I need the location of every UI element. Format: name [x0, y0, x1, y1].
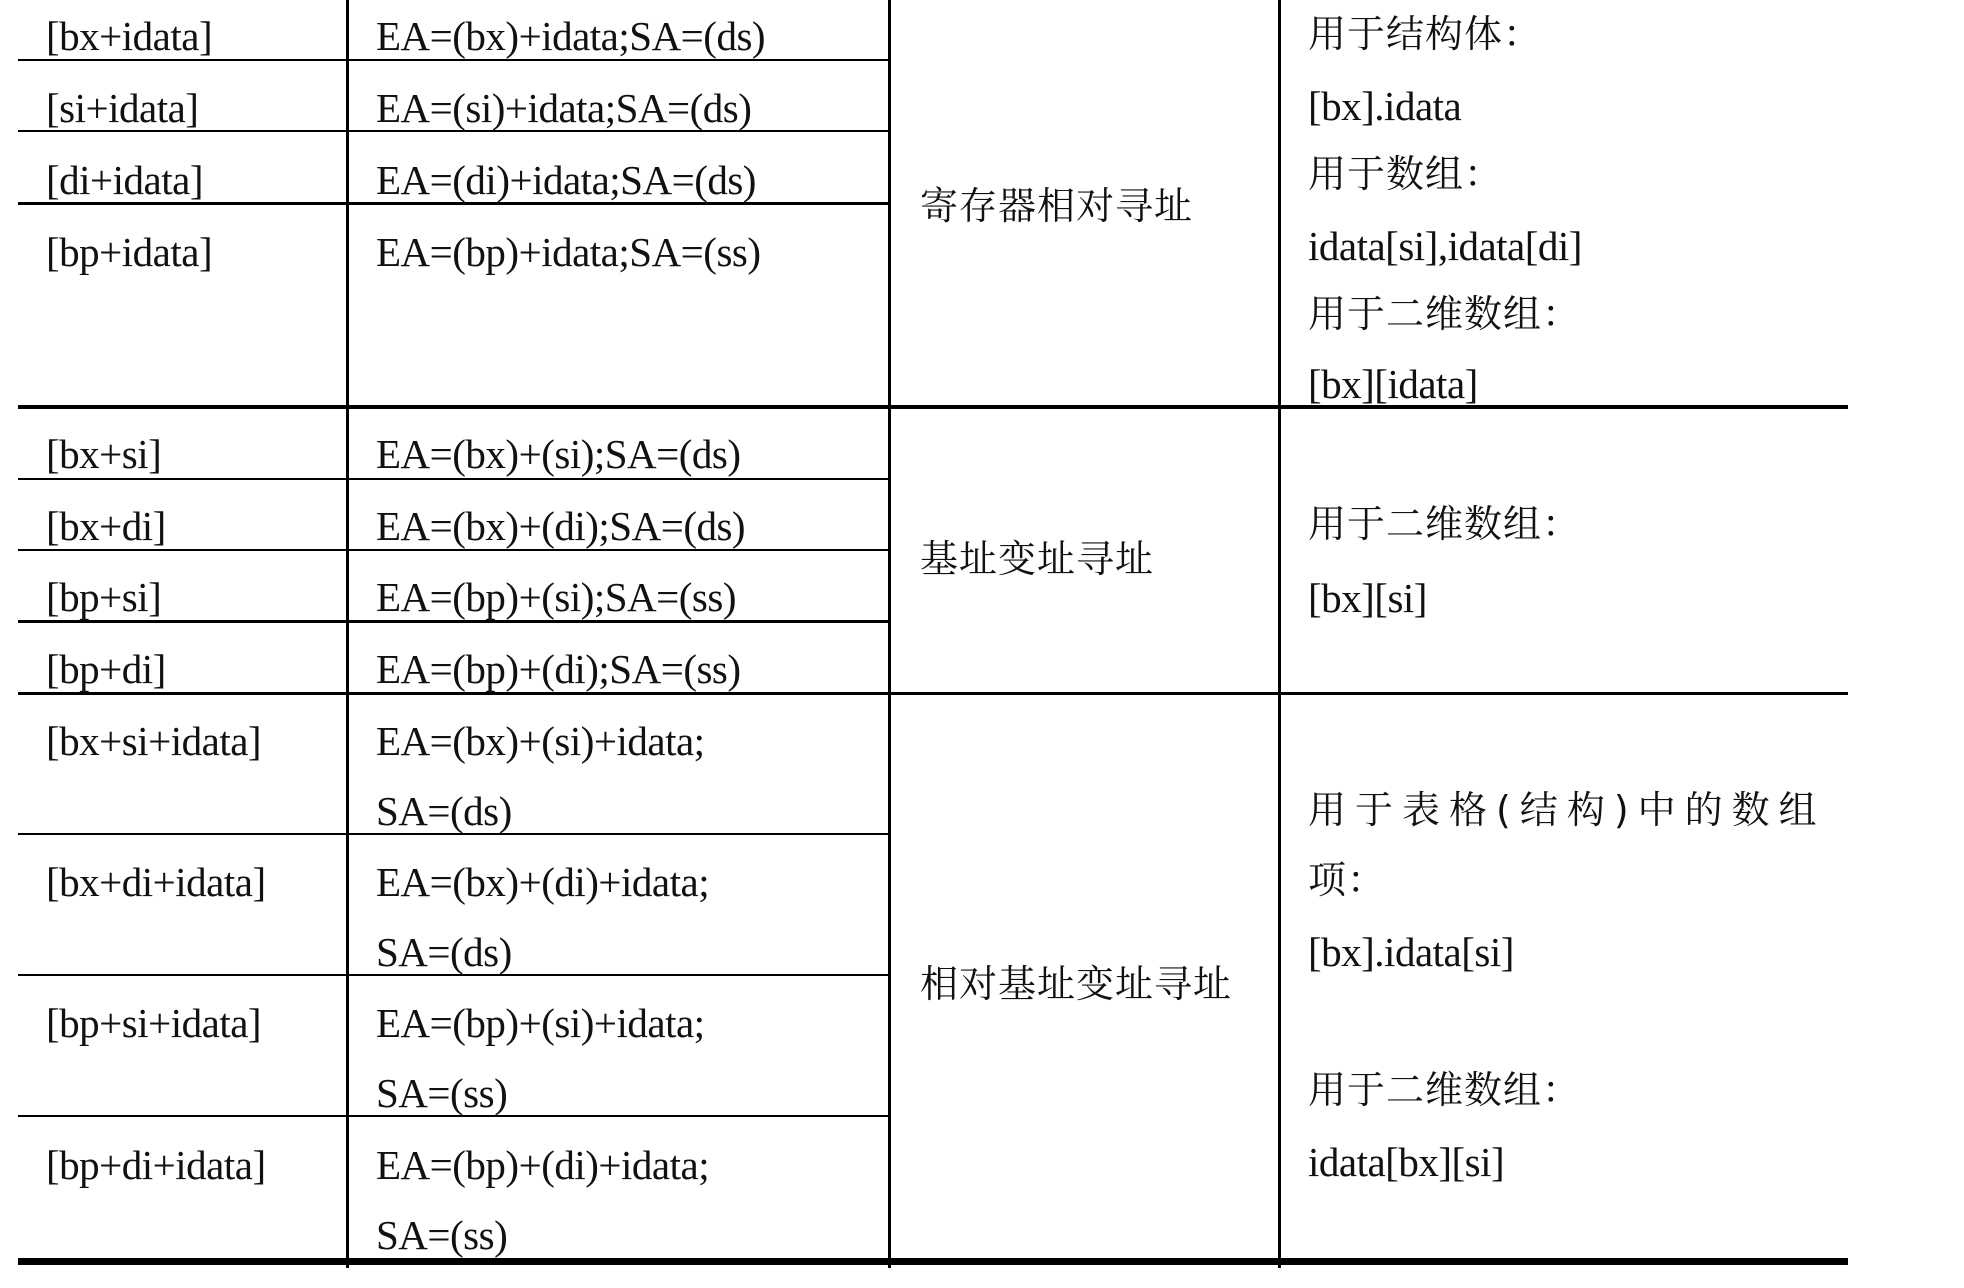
- usage-note: 用于二维数组：: [1308, 1068, 1582, 1112]
- row-divider: [18, 478, 889, 480]
- ea-cell: EA=(bx)+(si)+idata;: [376, 718, 705, 764]
- usage-note: [bx].idata[si]: [1308, 929, 1514, 975]
- ea-cell: EA=(bx)+(si);SA=(ds): [376, 431, 741, 477]
- column-divider-2: [888, 0, 891, 1268]
- operand-cell: [bp+idata]: [46, 229, 213, 275]
- ea-cell-continuation: SA=(ds): [376, 788, 512, 834]
- operand-cell: [bp+si]: [46, 574, 162, 620]
- ea-cell: EA=(bx)+idata;SA=(ds): [376, 13, 766, 59]
- operand-cell: [bp+si+idata]: [46, 1000, 262, 1046]
- usage-note: 用于结构体：: [1308, 12, 1543, 56]
- usage-note: [bx].idata: [1308, 83, 1462, 129]
- ea-cell-continuation: SA=(ss): [376, 1212, 508, 1258]
- usage-note: 用于二维数组：: [1308, 502, 1582, 546]
- addressing-mode-label: 基址变址寻址: [920, 537, 1155, 581]
- operand-cell: [bx+di+idata]: [46, 859, 266, 905]
- addressing-mode-label: 寄存器相对寻址: [920, 184, 1194, 228]
- table-bottom-rule: [18, 1258, 1848, 1265]
- operand-cell: [si+idata]: [46, 85, 199, 131]
- operand-cell: [bx+si+idata]: [46, 718, 262, 764]
- ea-cell-continuation: SA=(ss): [376, 1070, 508, 1116]
- ea-cell: EA=(bp)+(di);SA=(ss): [376, 646, 741, 692]
- usage-note: [bx][si]: [1308, 575, 1427, 621]
- column-divider-3: [1278, 0, 1281, 1268]
- ea-cell: EA=(bx)+(di)+idata;: [376, 859, 710, 905]
- column-divider-1: [346, 0, 349, 1268]
- operand-cell: [bx+di]: [46, 503, 166, 549]
- usage-note: idata[bx][si]: [1308, 1139, 1505, 1185]
- operand-cell: [bx+idata]: [46, 13, 213, 59]
- ea-cell: EA=(bp)+idata;SA=(ss): [376, 229, 761, 275]
- ea-cell-continuation: SA=(ds): [376, 929, 512, 975]
- ea-cell: EA=(bp)+(si);SA=(ss): [376, 574, 737, 620]
- operand-cell: [bx+si]: [46, 431, 162, 477]
- group-divider: [18, 405, 1848, 409]
- usage-note: [bx][idata]: [1308, 361, 1478, 407]
- ea-cell: EA=(bx)+(di);SA=(ds): [376, 503, 746, 549]
- usage-note: idata[si],idata[di]: [1308, 223, 1582, 269]
- usage-note: 用于数组：: [1308, 152, 1504, 196]
- ea-cell: EA=(bp)+(si)+idata;: [376, 1000, 705, 1046]
- operand-cell: [bp+di+idata]: [46, 1142, 266, 1188]
- operand-cell: [di+idata]: [46, 157, 203, 203]
- usage-note: 项：: [1308, 858, 1387, 902]
- group-divider: [18, 692, 1848, 695]
- ea-cell: EA=(bp)+(di)+idata;: [376, 1142, 710, 1188]
- usage-note: 用于表格(结构)中的数组: [1308, 788, 1826, 832]
- operand-cell: [bp+di]: [46, 646, 166, 692]
- ea-cell: EA=(di)+idata;SA=(ds): [376, 157, 756, 203]
- ea-cell: EA=(si)+idata;SA=(ds): [376, 85, 752, 131]
- addressing-mode-label: 相对基址变址寻址: [920, 962, 1233, 1006]
- usage-note: 用于二维数组：: [1308, 292, 1582, 336]
